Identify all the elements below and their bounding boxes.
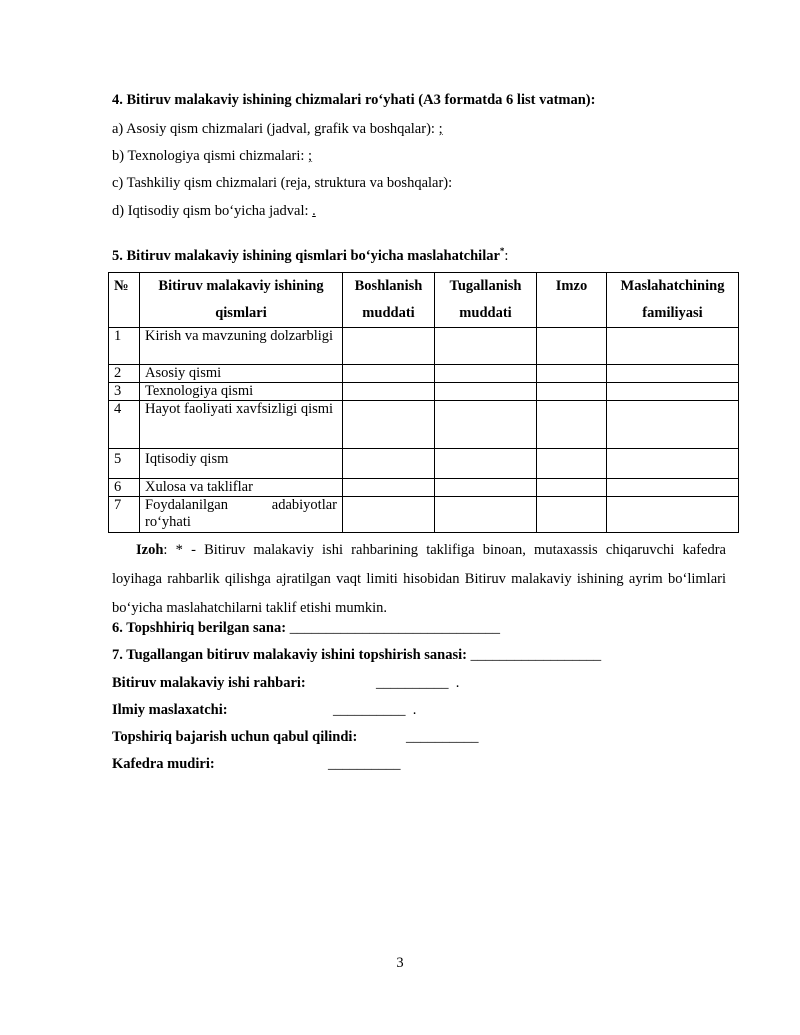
table-header-row <box>109 273 739 328</box>
header-signature: Imzo <box>537 273 607 328</box>
row-number: 3 <box>109 383 140 401</box>
section6-date: 6. Topshhiriq berilgan sana: _____________________________ <box>112 620 500 636</box>
header-number: № <box>109 273 140 328</box>
row-number: 7 <box>109 497 140 533</box>
accepted-signature-blank: __________ <box>406 729 479 745</box>
section7-date: 7. Tugallangan bitiruv malakaviy ishini topshirish sanasi: __________________ <box>112 647 602 663</box>
consultants-table <box>108 272 739 533</box>
row-part: Hayot faoliyati xavfsizligi qismi <box>140 401 343 449</box>
row-number: 6 <box>109 479 140 497</box>
advisor-signature-blank: __________ . <box>333 702 417 718</box>
supervisor-signature-blank: __________ . <box>376 675 460 691</box>
row-part: Iqtisodiy qism <box>140 449 343 479</box>
table-row <box>109 479 739 497</box>
section5-heading: 5. Bitiruv malakaviy ishining qismlari bo‘yicha maslahatchilar*: <box>112 246 509 264</box>
row-part: Foydalanilgan adabiyotlar ro‘yhati <box>140 497 343 533</box>
drawing-item-b: b) Texnologiya qismi chizmalari: ; <box>112 148 313 164</box>
page-number: 3 <box>396 955 404 971</box>
drawing-item-a: a) Asosiy qism chizmalari (jadval, grafik va boshqalar): ; <box>112 121 443 137</box>
table-row <box>109 449 739 479</box>
header-end: Tugallanish muddati <box>435 273 537 328</box>
table-row <box>109 328 739 365</box>
row-number: 1 <box>109 328 140 365</box>
row-part: Texnologiya qismi <box>140 383 343 401</box>
section4-heading: 4. Bitiruv malakaviy ishining chizmalari ro‘yhati (A3 formatda 6 list vatman): <box>112 92 596 108</box>
table-row <box>109 365 739 383</box>
accepted-label: Topshiriq bajarish uchun qabul qilindi: <box>112 729 358 745</box>
row-number: 4 <box>109 401 140 449</box>
drawing-item-d: d) Iqtisodiy qism bo‘yicha jadval: . <box>112 203 316 219</box>
supervisor-label: Bitiruv malakaviy ishi rahbari: <box>112 675 306 691</box>
row-part: Xulosa va takliflar <box>140 479 343 497</box>
head-of-department-signature-blank: __________ <box>328 756 401 772</box>
row-number: 5 <box>109 449 140 479</box>
header-part: Bitiruv malakaviy ishining qismlari <box>140 273 343 328</box>
header-surname: Maslahatchining familiyasi <box>607 273 739 328</box>
advisor-label: Ilmiy maslaxatchi: <box>112 702 228 718</box>
head-of-department-label: Kafedra mudiri: <box>112 756 215 772</box>
table-row <box>109 383 739 401</box>
note-paragraph: Izoh: * - Bitiruv malakaviy ishi rahbarining taklifiga binoan, mutaxassis chiqaruvchi kafedra loyihaga rahbarlik qilishga ajratilgan vaqt limiti hisobidan Bitiruv malakaviy ishining ayrim bo‘limlari bo‘yicha maslahatchilarni taklif etishi mumkin. <box>112 542 726 616</box>
row-part: Asosiy qismi <box>140 365 343 383</box>
drawing-item-c: c) Tashkiliy qism chizmalari (reja, struktura va boshqalar): <box>112 175 453 191</box>
table-row <box>109 401 739 449</box>
table-row <box>109 497 739 533</box>
row-part: Kirish va mavzuning dolzarbligi <box>140 328 343 365</box>
row-number: 2 <box>109 365 140 383</box>
header-start: Boshlanish muddati <box>343 273 435 328</box>
